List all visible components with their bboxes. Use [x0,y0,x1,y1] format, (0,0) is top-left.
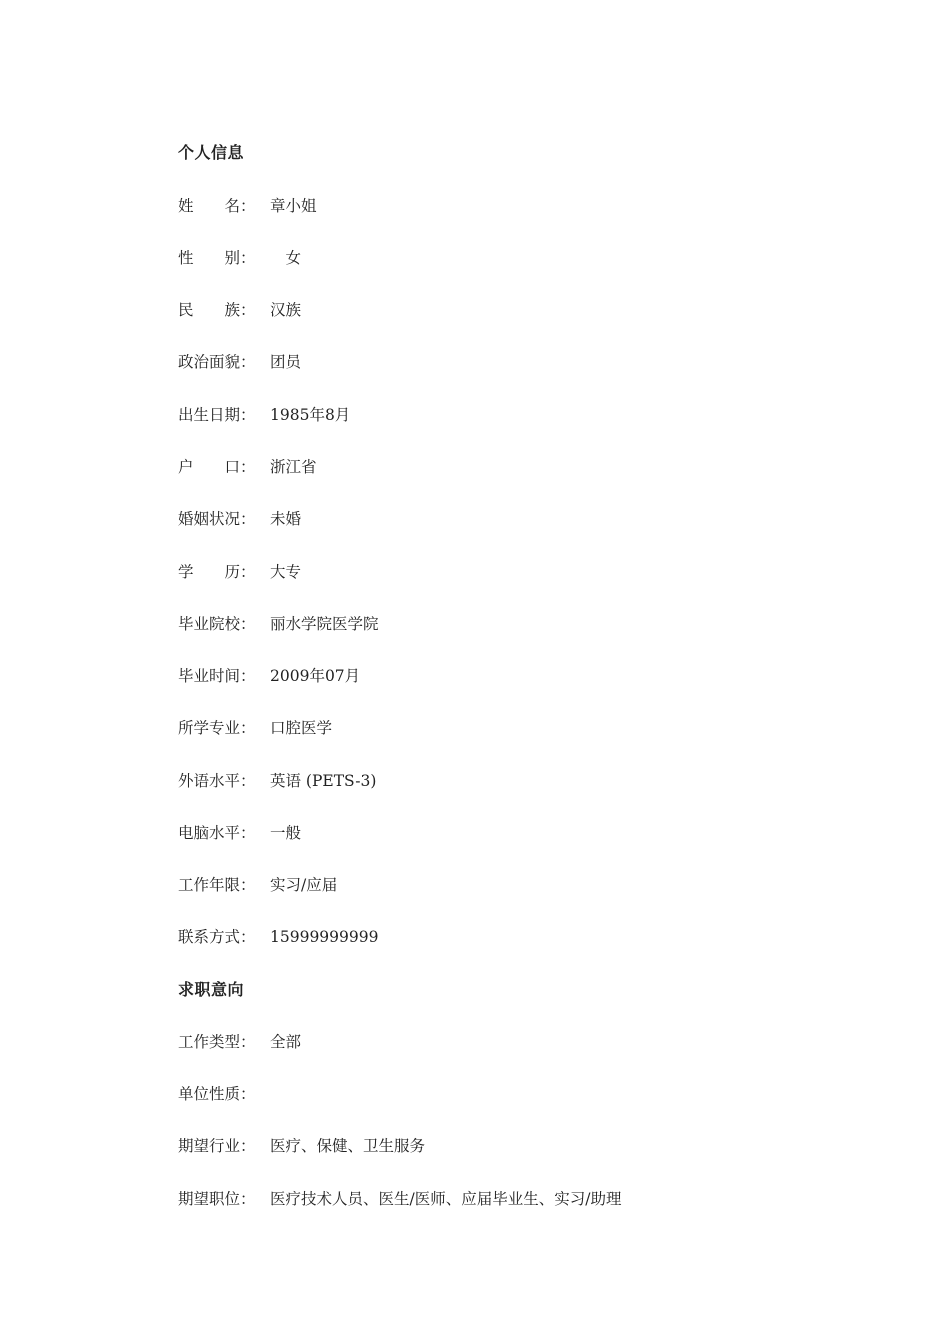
field-label: 工作年限： [178,876,256,894]
field-value: 2009年07月 [270,667,361,685]
field-label: 毕业时间： [178,667,256,685]
field-value: 大专 [270,563,302,581]
field-value: 医疗、保健、卫生服务 [270,1137,426,1155]
field-value: 丽水学院医学院 [270,615,379,633]
field-value: 女 [270,249,302,267]
field-value: 汉族 [270,301,302,319]
section-title-personal-info: 个人信息 [178,143,245,162]
field-label: 单位性质： [178,1085,256,1103]
field-label: 政治面貌： [178,353,256,371]
field-value: 未婚 [270,510,302,528]
field-label: 期望行业： [178,1137,256,1155]
field-label: 婚姻状况： [178,510,256,528]
field-value: 浙江省 [270,458,317,476]
field-label: 电脑水平： [178,824,256,842]
field-label: 联系方式： [178,928,256,946]
field-value: 团员 [270,353,302,371]
field-value: 实习/应届 [270,876,338,894]
field-value: 医疗技术人员、医生/医师、应届毕业生、实习/助理 [270,1190,622,1208]
field-label: 性 别： [178,249,256,267]
field-label: 户 口： [178,458,256,476]
field-value: 章小姐 [270,197,317,215]
field-label: 所学专业： [178,719,256,737]
field-label: 工作类型： [178,1033,256,1051]
field-label: 姓 名： [178,197,256,215]
field-label: 期望职位： [178,1190,256,1208]
field-value: 全部 [270,1033,302,1051]
field-label: 学 历： [178,563,256,581]
field-value: 1985年8月 [270,406,351,424]
field-label: 民 族： [178,301,256,319]
field-value: 15999999999 [270,928,379,946]
field-value: 英语 (PETS-3) [270,772,377,790]
field-value: 口腔医学 [270,719,333,737]
field-value: 一般 [270,824,302,842]
field-label: 毕业院校： [178,615,256,633]
field-label: 外语水平： [178,772,256,790]
section-title-job-intent: 求职意向 [178,980,245,999]
field-label: 出生日期： [178,406,256,424]
